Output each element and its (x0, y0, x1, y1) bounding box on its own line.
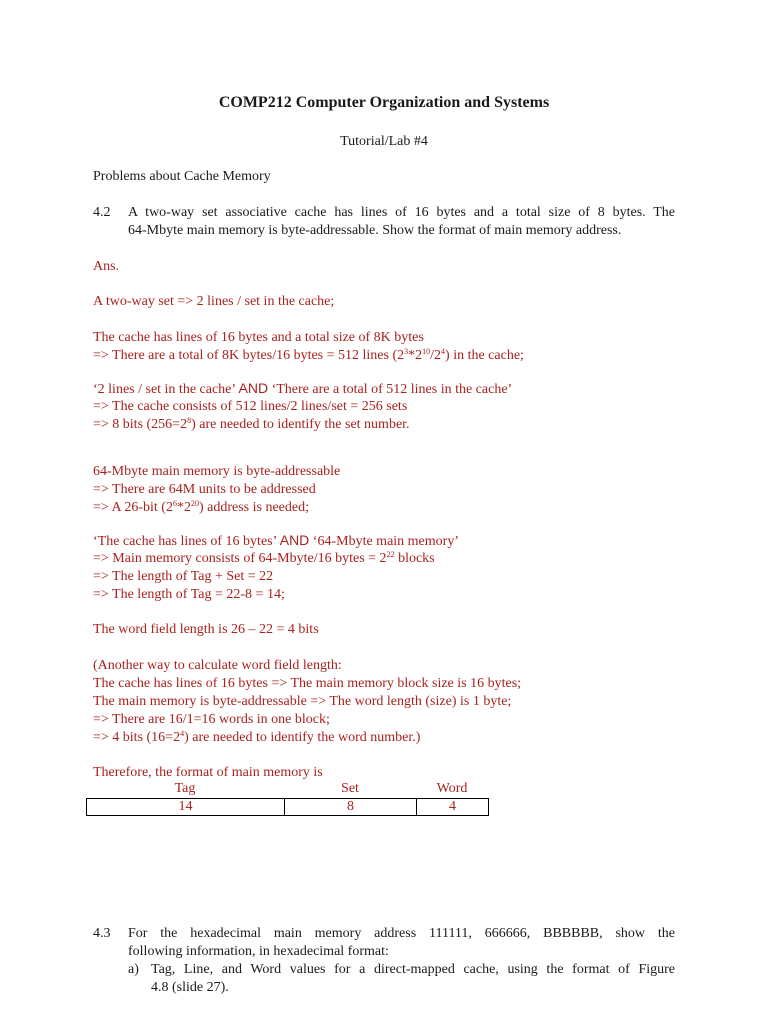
question-number-4-3: 4.3 (93, 926, 111, 941)
answer-line: => There are a total of 8K bytes/16 bytes = 512 lines $(2^3*2^{10}/2^4)$ in the cache; (93, 347, 524, 363)
table-header-tag: Tag (174, 781, 196, 796)
answer-label: Ans. (93, 259, 120, 274)
answer-line: => There are 64M units to be addressed (93, 482, 316, 497)
answer-line: ‘The cache has lines of 16 bytes’ AND ‘64-Mbyte main memory’ (93, 532, 459, 549)
question-number-4-2: 4.2 (93, 205, 111, 220)
answer-line: => 4 bits $(16=2^4)$ are needed to identify the word number.) (93, 729, 421, 745)
answer-line: => 8 bits $(256=2^8)$ are needed to identify the set number. (93, 416, 410, 432)
answer-line: => The length of Tag = 22-8 = 14; (93, 587, 285, 602)
answer-line: => There are 16/1=16 words in one block; (93, 712, 330, 727)
word-bits-cell: 4 (417, 799, 489, 816)
answer-line: The cache has lines of 16 bytes => The main memory block size is 16 bytes; (93, 676, 522, 691)
page-subtitle: Tutorial/Lab #4 (340, 134, 428, 149)
answer-line: => Main memory consists of 64-Mbyte/16 bytes = $2^{22}$ blocks (93, 550, 435, 566)
address-format-table (86, 798, 489, 816)
page-title: COMP212 Computer Organization and Systems (218, 94, 550, 111)
question-4-2-line-1: A two-way set associative cache has lines of 16 bytes and a total size of 8 bytes. The (128, 205, 675, 220)
list-item-a-line-2: 4.8 (slide 27). (151, 980, 229, 995)
question-4-3-line-1: For the hexadecimal main memory address 111111, 666666, BBBBBB, show the (128, 926, 675, 941)
section-heading: Problems about Cache Memory (93, 169, 271, 184)
answer-line: A two-way set => 2 lines / set in the cache; (93, 294, 335, 309)
table-header-word: Word (436, 781, 468, 796)
answer-line: => The length of Tag + Set = 22 (93, 569, 274, 584)
question-4-3-line-2: following information, in hexadecimal format: (128, 944, 389, 959)
answer-line: The main memory is byte-addressable => The word length (size) is 1 byte; (93, 694, 512, 709)
table-header-set: Set (341, 781, 359, 796)
list-item-label: a) (128, 962, 139, 977)
answer-line: 64-Mbyte main memory is byte-addressable (93, 464, 341, 479)
list-item-a-line-1: Tag, Line, and Word values for a direct-mapped cache, using the format of Figure (151, 962, 675, 977)
table-row (87, 799, 489, 816)
answer-line: The cache has lines of 16 bytes and a total size of 8K bytes (93, 330, 424, 345)
tag-bits-cell: 14 (87, 799, 285, 816)
question-4-2-line-2: 64-Mbyte main memory is byte-addressable. Show the format of main memory address. (128, 223, 622, 238)
answer-line: (Another way to calculate word field length: (93, 658, 342, 673)
answer-line: The word field length is 26 – 22 = 4 bits (93, 622, 319, 637)
answer-line: => The cache consists of 512 lines/2 lines/set = 256 sets (93, 399, 408, 414)
answer-line: ‘2 lines / set in the cache’ AND ‘There are a total of 512 lines in the cache’ (93, 380, 513, 397)
answer-line: => A 26-bit $(2^6*2^{20})$ address is needed; (93, 499, 309, 515)
set-bits-cell: 8 (285, 799, 417, 816)
answer-line: Therefore, the format of main memory is (93, 765, 323, 780)
